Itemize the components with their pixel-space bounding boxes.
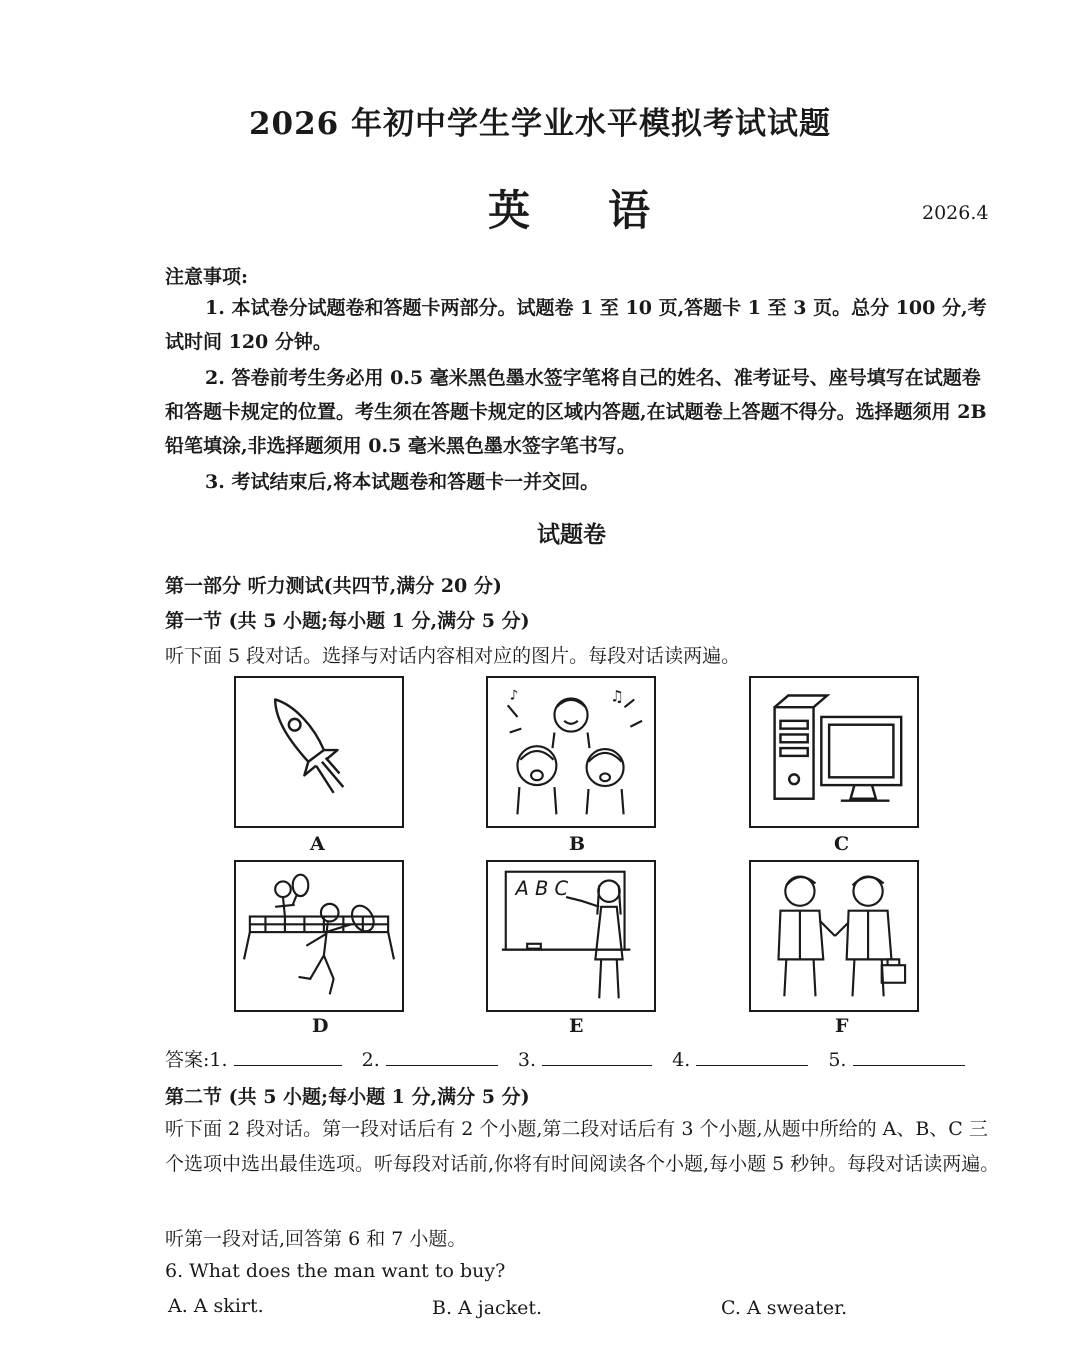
dialogue1-instruction: 听第一段对话,回答第 6 和 7 小题。 bbox=[165, 1228, 467, 1250]
answer-blank-5[interactable] bbox=[853, 1047, 965, 1066]
picture-d bbox=[234, 860, 404, 1012]
picture-f-letter: F bbox=[835, 1015, 849, 1037]
question-6-option-b[interactable]: B. A jacket. bbox=[432, 1297, 543, 1319]
picture-e bbox=[486, 860, 656, 1012]
answer-number-4: 4. bbox=[672, 1049, 691, 1071]
sec1-instruction: 听下面 5 段对话。选择与对话内容相对应的图片。每段对话读两遍。 bbox=[165, 645, 741, 667]
part1-title: 第一部分 听力测试(共四节,满分 20 分) bbox=[165, 575, 502, 597]
svg-text:♪: ♪ bbox=[509, 687, 519, 704]
tennis-icon bbox=[236, 862, 402, 1010]
notes-heading: 注意事项: bbox=[165, 266, 249, 288]
exam-date: 2026.4 bbox=[922, 202, 989, 224]
sec2-title: 第二节 (共 5 小题;每小题 1 分,满分 5 分) bbox=[165, 1086, 530, 1108]
answer-label: 答案: bbox=[165, 1049, 210, 1071]
note-item-3: 3. 考试结束后,将本试题卷和答题卡一并交回。 bbox=[205, 471, 600, 493]
note-item-1: 1. 本试卷分试题卷和答题卡两部分。试题卷 1 至 10 页,答题卡 1 至 3 页。总分 100 分,考试时间 120 分钟。 bbox=[165, 297, 987, 353]
answer-number-1: 1. bbox=[209, 1049, 228, 1071]
picture-f bbox=[749, 860, 919, 1012]
exam-title: 2026 年初中学生学业水平模拟考试试题 bbox=[248, 106, 832, 142]
sec2-instruction: 听下面 2 段对话。第一段对话后有 2 个小题,第二段对话后有 3 个小题,从题中所给的 A、B、C 三个选项中选出最佳选项。听每段对话前,你将有时间阅读各个小题,每小题 5 秒钟。每段对话读两遍。 bbox=[165, 1118, 1000, 1175]
section-title: 试题卷 bbox=[537, 521, 606, 548]
blackboard-text: A B C bbox=[515, 877, 569, 901]
picture-b bbox=[486, 676, 656, 828]
picture-a-letter: A bbox=[310, 833, 325, 855]
picture-d-letter: D bbox=[312, 1015, 329, 1037]
picture-a bbox=[234, 676, 404, 828]
children-singing-icon bbox=[488, 678, 654, 826]
teacher-blackboard-icon bbox=[488, 862, 654, 1010]
sec1-title: 第一节 (共 5 小题;每小题 1 分,满分 5 分) bbox=[165, 610, 530, 632]
answer-number-5: 5. bbox=[828, 1049, 847, 1071]
note-item-2: 2. 答卷前考生务必用 0.5 毫米黑色墨水签字笔将自己的姓名、准考证号、座号填写在试题卷和答题卡规定的位置。考生须在答题卡规定的区域内答题,在试题卷上答题不得分。选择题须用 2B 铅笔填涂,非选择题须用 0.5 毫米黑色墨水签字笔书写。 bbox=[165, 367, 987, 457]
answer-row bbox=[165, 1045, 965, 1072]
answer-number-2: 2. bbox=[361, 1049, 380, 1071]
picture-c-letter: C bbox=[834, 833, 850, 855]
question-6-option-c[interactable]: C. A sweater. bbox=[721, 1297, 848, 1319]
question-6-option-a[interactable]: A. A skirt. bbox=[168, 1295, 264, 1317]
picture-e-letter: E bbox=[569, 1015, 584, 1037]
svg-text:♫: ♫ bbox=[609, 687, 624, 706]
answer-blank-3[interactable] bbox=[542, 1047, 652, 1066]
picture-b-letter: B bbox=[569, 833, 586, 855]
rocket-icon bbox=[236, 678, 402, 826]
answer-blank-4[interactable] bbox=[696, 1047, 808, 1066]
answer-blank-1[interactable] bbox=[234, 1047, 342, 1066]
question-6-stem: 6. What does the man want to buy? bbox=[165, 1260, 506, 1282]
picture-c bbox=[749, 676, 919, 828]
handshake-icon bbox=[751, 862, 917, 1010]
subject-title: 英语 bbox=[488, 186, 729, 235]
answer-blank-2[interactable] bbox=[386, 1047, 498, 1066]
answer-number-3: 3. bbox=[517, 1049, 537, 1071]
computer-icon bbox=[751, 678, 917, 826]
